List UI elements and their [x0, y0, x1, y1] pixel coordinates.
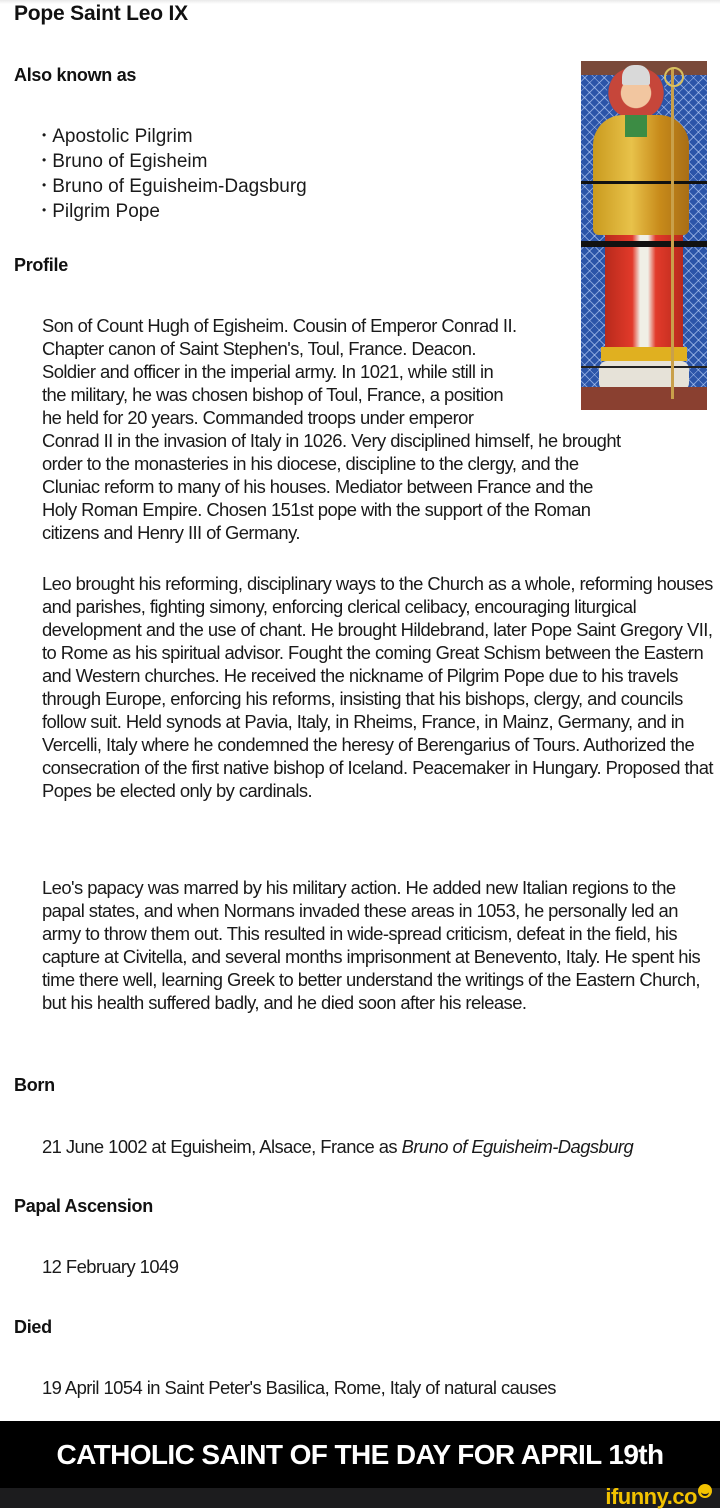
alias-item: • Apostolic Pilgrim: [42, 125, 307, 150]
died-value: 19 April 1054 in Saint Peter's Basilica, Rome, Italy of natural causes: [42, 1377, 556, 1398]
text-line: Holy Roman Empire. Chosen 151st pope with the support of the Roman: [42, 499, 591, 520]
heading-also-known-as: Also known as: [14, 65, 137, 85]
papal-ascension-value: 12 February 1049: [42, 1256, 179, 1277]
text-line: Conrad II in the invasion of Italy in 1026. Very disciplined himself, he brought: [42, 430, 621, 451]
text-line: citizens and Henry III of Germany.: [42, 522, 300, 543]
smiley-icon: [698, 1484, 712, 1498]
text-line: the military, he was chosen bishop of Toul, France, a position: [42, 384, 504, 405]
heading-died: Died: [14, 1317, 52, 1337]
text-line: he held for 20 years. Commanded troops under emperor: [42, 407, 474, 428]
profile-paragraph-3: Leo's papacy was marred by his military action. He added new Italian regions to the papal states, and when Normans invaded these areas in 1053, he personally led an army to throw them out. This resulted in wide-spread criticism, defeat in the field, his capture at Civitella, and several months imprisonment at Benevento, Italy. He spent his time there well, learning Greek to better understand the writings of the Eastern Church, but his health suffered badly, and he died soon after his release.: [42, 877, 701, 1013]
text-line: order to the monasteries in his diocese, discipline to the clergy, and the: [42, 453, 579, 474]
heading-profile: Profile: [14, 255, 68, 275]
alias-list: [42, 125, 307, 225]
born-text: 21 June 1002 at Eguisheim, Alsace, France as: [42, 1136, 402, 1157]
text-line: Chapter canon of Saint Stephen's, Toul, France. Deacon.: [42, 338, 476, 359]
born-value: [42, 1136, 633, 1158]
caption-text: CATHOLIC SAINT OF THE DAY FOR APRIL 19th: [56, 1439, 664, 1470]
page-title: Pope Saint Leo IX: [14, 2, 188, 25]
text-line: Son of Count Hugh of Egisheim. Cousin of Emperor Conrad II.: [42, 315, 517, 336]
text-line: Cluniac reform to many of his houses. Mediator between France and the: [42, 476, 593, 497]
alias-item: • Bruno of Egisheim: [42, 150, 307, 175]
watermark-text: ifunny.co: [605, 1484, 697, 1509]
alias-item: • Pilgrim Pope: [42, 200, 307, 225]
text-line: Soldier and officer in the imperial army. In 1021, while still in: [42, 361, 494, 382]
heading-born: Born: [14, 1075, 55, 1095]
birth-name: Bruno of Eguisheim-Dagsburg: [401, 1136, 634, 1157]
alias-item: • Bruno of Eguisheim-Dagsburg: [42, 175, 307, 200]
ifunny-watermark: [605, 1484, 712, 1509]
profile-paragraph-2: Leo brought his reforming, disciplinary ways to the Church as a whole, reforming houses and parishes, fighting simony, enforcing clerical celibacy, encouraging liturgical development and the use of chant. He brought Hildebrand, later Pope Saint Gregory VII, to Rome as his spiritual advisor. Fought the coming Great Schism between the Eastern and Western churches. He received the nickname of Pilgrim Pope due to his travels through Europe, enforcing his reforms, insisting that his bishops, clergy, and councils follow suit. Held synods at Pavia, Italy, in Rheims, France, in Mainz, Germany, and in Vercelli, Italy where he condemned the heresy of Berengarius of Tours. Authorized the consecration of the first native bishop of Iceland. Peacemaker in Hungary. Proposed that Popes be elected only by cardinals.: [42, 573, 713, 801]
profile-paragraph-1: [42, 314, 714, 544]
heading-papal-ascension: Papal Ascension: [14, 1196, 153, 1216]
